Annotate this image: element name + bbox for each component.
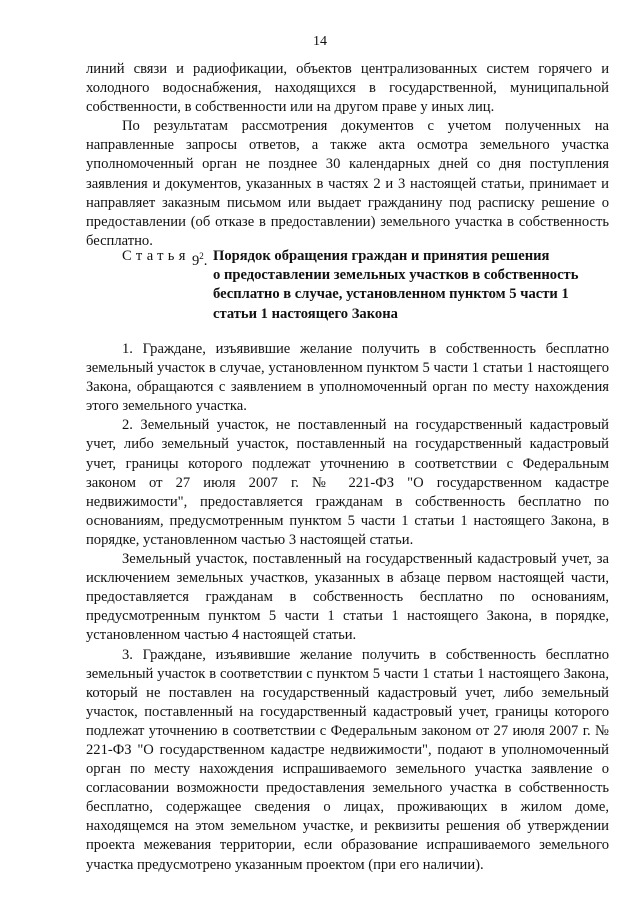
paragraph-part-1: 1. Граждане, изъявившие желание получить в собственность бесплатно земельный участок в случае, установленном пунктом 5 части 1 статьи 1 настоящего Закона, обращаются с заявлением в уполномоченный орган по месту нахождения этого земельного участка.: [86, 341, 609, 415]
article-number: $9^2$.: [192, 251, 208, 269]
article-word: Статья: [122, 248, 190, 264]
top-text-block: [86, 60, 609, 251]
article-body: [86, 340, 609, 875]
article-title-line: статьи 1 настоящего Закона: [213, 305, 398, 322]
article-title-line: бесплатно в случае, установленном пунктом 5 части 1: [213, 286, 569, 303]
paragraph-part-3: 3. Граждане, изъявившие желание получить в собственность бесплатно земельный участок в соответствии с пунктом 5 части 1 статьи 1 настоящего Закона, который не поставлен на государственный кадастровый учет, либо земельный участок, поставленный на государственный кадастровый учет, границы которого подлежат уточнению в соответствии с Федеральным законом от 27 июля 2007 г. № 221-ФЗ "О государственном кадастре недвижимости", подают в уполномоченный орган по месту нахождения испрашиваемого земельного участка заявление о согласовании возможности предоставления земельного участка в собственность бесплатно, содержащее сведения о лицах, проживающих в жилом доме, находящемся на этом земельном участке, и реквизиты решения об утверждении проекта межевания территории, если образование испрашиваемого земельного участка предусмотрено указанным проектом (при его наличии).: [86, 646, 609, 873]
article-title-line: Порядок обращения граждан и принятия решения: [213, 248, 550, 264]
article-number-superscript: 2: [199, 251, 204, 261]
page-number: 14: [313, 34, 327, 49]
article-title: [213, 247, 608, 324]
continuation-paragraph: линий связи и радиофикации, объектов централизованных систем горячего и холодного водоснабжения, находящихся в государственной, муниципальной собственности, в собственности или на другом праве у иных лиц.: [86, 61, 609, 116]
paragraph-part-2-second: Земельный участок, поставленный на государственный кадастровый учет, за исключением земельных участков, указанных в абзаце первом настоящей части, предоставляется гражданам в собственность бесплатно по основаниям, предусмотренным пунктом 5 части 1 статьи 1 настоящего Закона, в порядке, установленном частью 4 настоящей статьи.: [86, 551, 609, 644]
paragraph-part-2: 2. Земельный участок, не поставленный на государственный кадастровый учет, либо земельный участок, поставленный на государственный кадастровый учет, границы которого подлежат уточнению в соответствии с Федеральным законом от 27 июля 2007 г. № 221-ФЗ "О государственном кадастре недвижимости", предоставляется гражданам в собственность бесплатно по основаниям, предусмотренным пунктом 5 части 1 статьи 1 настоящего Закона, в порядке, установленном частью 3 настоящей статьи.: [86, 417, 609, 548]
article-title-line: о предоставлении земельных участков в собственность: [213, 267, 579, 284]
review-paragraph: По результатам рассмотрения документов с учетом полученных на направленные запросы ответов, а также акта осмотра земельного участка уполномоченный орган не позднее 30 календарных дней со дня поступления заявления и документов, указанных в частях 2 и 3 настоящей статьи, принимает и направляет заказным письмом или выдает гражданину под расписку решение о предоставлении (об отказе в предоставлении) земельного участка в собственность бесплатно.: [86, 118, 609, 249]
article-number-main: 9: [192, 253, 200, 269]
